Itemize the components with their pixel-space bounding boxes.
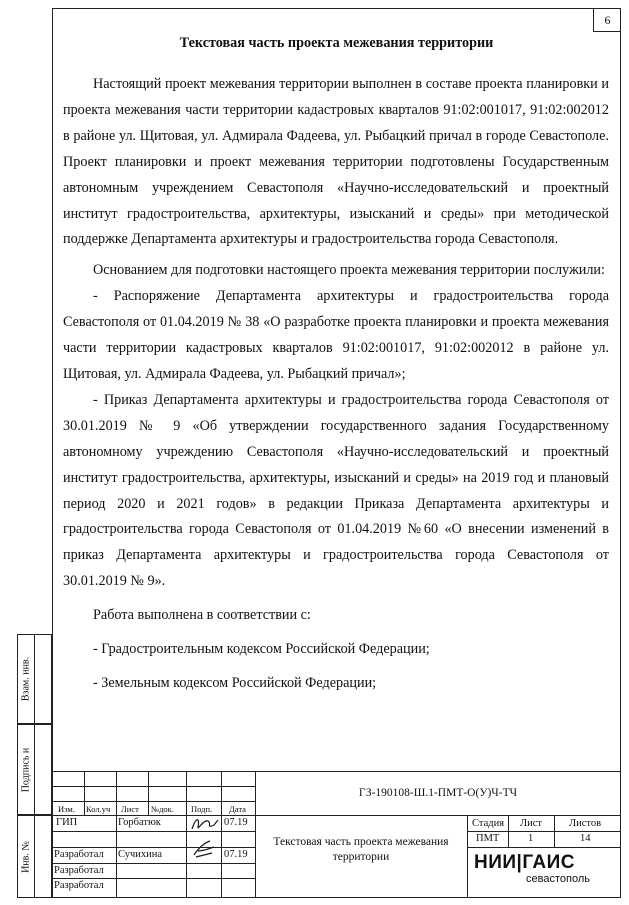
header-data: Дата <box>229 804 246 814</box>
stage-label: Стадия <box>472 818 505 829</box>
paragraph-order-9: - Приказ Департамента архитектуры и градостроительства города Севастополя от 30.01.2019 № 9 «Об утверждении государственного задания Государственному автономному учреждению Севастополя «Научно-исследовательский и проектный институт градостроительства, архитектуры, изысканий и среды» на 2019 год и плановый период 2020 и 2021 годов» в редакции Приказа Департамента архитектуры и градостроительства города Севастополя от 01.04.2019 №60 «О внесении изменений в приказ Департамента архитектуры и градостроительства города Севастополя от 30.01.2019 № 9». <box>63 391 609 590</box>
org-logo <box>474 852 590 885</box>
side-stamp-podpis <box>17 724 52 815</box>
sheets-value: 14 <box>580 833 591 844</box>
list-item-zemkodeks: - Земельным кодексом Российской Федерации; <box>93 674 377 691</box>
page-number: 6 <box>593 8 621 32</box>
org-logo-sub: севастополь <box>526 873 590 885</box>
header-izm: Изм. <box>58 804 75 814</box>
row-role-gip: ГИП <box>56 817 78 828</box>
header-kol-uch: Кол.уч <box>86 804 111 814</box>
row-name-gorbatyuk: Горбатюк <box>118 817 161 828</box>
signature-suchikhina <box>188 839 220 859</box>
paragraph-intro: Настоящий проект межевания территории выполнен в составе проекта планировки и проекта межевания части территории кадастровых кварталов 91:02:001017, 91:02:002012 в районе ул. Щитовая, ул. Адмирала Фадеева, ул. Рыбацкий причал в городе Севастополе. Проект планировки и проект межевания территории подготовлены Государственным автономным учреждением Севастополя «Научно-исследовательский и проектный институт градостроительства, архитектуры, изысканий и среды» при методической поддержке Департамента архитектуры и градостроительства города Севастополя. <box>63 76 609 248</box>
sheets-label: Листов <box>569 818 602 829</box>
document-code: ГЗ-190108-Ш.1-ПМТ-О(У)Ч-ТЧ <box>358 787 518 799</box>
sheet-value: 1 <box>528 833 534 844</box>
row-name-suchikhina: Сучихина <box>118 849 163 860</box>
header-list: Лист <box>121 804 139 814</box>
side-label-podpis: Подпись и <box>20 747 32 792</box>
side-stamp-vzam <box>17 634 52 724</box>
org-logo-main: НИИ|ГАИС <box>474 852 576 873</box>
document-body <box>63 72 609 697</box>
row-role-razrabotal-2: Разработал <box>54 865 104 876</box>
sheet-label: Лист <box>520 818 542 829</box>
header-nom-dok: №док. <box>151 804 174 814</box>
sheet-title: Текстовая часть проекта межевания территории <box>273 836 449 863</box>
row-role-razrabotal-3: Разработал <box>54 880 104 891</box>
paragraph-order-38: - Распоряжение Департамента архитектуры и градостроительства города Севастополя от 01.04.2019 № 38 «О разработке проекта планировки и проекта межевания части территории кадастровых кварталов 91:02:001017, 91:02:002012 в районе ул. Щитовая, ул. Адмирала Фадеева, ул. Рыбацкий причал»; <box>63 288 609 382</box>
document-title: Текстовая часть проекта межевания территории <box>179 35 494 51</box>
row-date-2: 07.19 <box>224 849 248 860</box>
row-date-1: 07.19 <box>224 817 248 828</box>
row-role-razrabotal-1: Разработал <box>54 849 104 860</box>
side-stamp-inv <box>17 815 52 898</box>
side-label-vzam-inv: Взам. инв. <box>20 656 32 702</box>
paragraph-compliance: Работа выполнена в соответствии с: <box>93 607 311 624</box>
side-label-inv-podl: Инв. № <box>20 840 32 873</box>
header-podp: Подп. <box>191 804 213 814</box>
list-item-gradkodeks: - Градостроительным кодексом Российской Федерации; <box>93 641 430 658</box>
stage-value: ПМТ <box>476 833 500 844</box>
paragraph-basis: Основанием для подготовки настоящего проекта межевания территории послужили: <box>93 262 605 279</box>
signature-gorbatyuk <box>188 815 220 833</box>
